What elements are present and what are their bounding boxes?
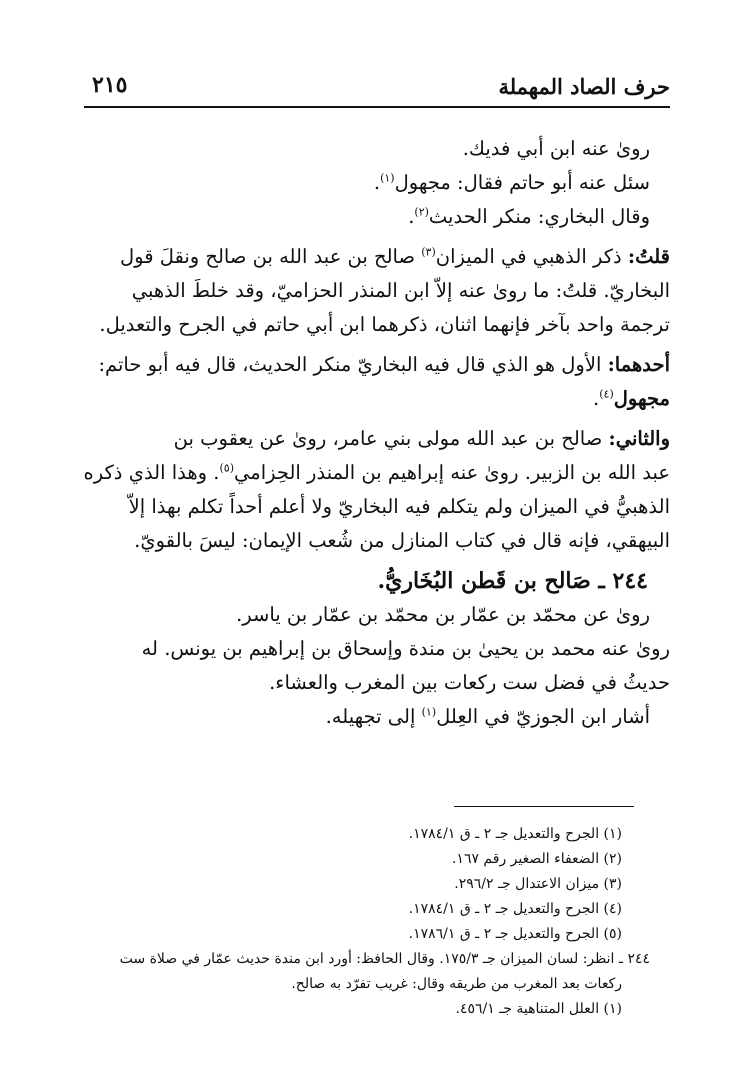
running-title: حرف الصاد المهملة [498,74,670,99]
text-run: الأول هو الذي قال فيه البخاريّ منكر الحديث، قال فيه أبو حاتم: [98,353,608,376]
text-line [84,132,670,166]
text-line [84,274,670,308]
entry-note: ٢٤٤ ـ انظر: لسان الميزان جـ ١٧٥/٣. وقال الحافظ: أورد ابن مندة حديث عمّار في صلاة ست [119,951,650,967]
text-run: حديثُ في فضل ست ركعات بين المغرب والعشاء. [269,671,670,694]
footnote-ref: (٢) [414,205,429,219]
footnote-ref: (٤) [599,387,614,401]
text-run: رویٰ عنه ابن أبي فديك. [462,137,650,160]
main-text [84,132,670,734]
text-run: البخاريّ. قلتُ: ما رویٰ عنه إلاّ ابن المنذر الحزاميّ، وقد خلطَ الذهبي [131,279,670,302]
text-run: . وهذا الذي ذكره [84,461,220,484]
footnotes [70,822,670,1022]
text-run: البيهقي، فإنه قال في كتاب المنازل من شُعب الإيمان: ليسَ بالقويّ. [134,529,670,552]
entry-title: ٢٤٤ ـ صَالح بن قَطن البُخَاريُّ. [377,568,648,594]
lead-word: أحدهما: [607,353,670,376]
text-line [84,632,670,666]
text-line [84,348,670,382]
lead-word: والثاني: [608,427,670,450]
text-line: وقال البخاري: منكر الحديث$^{(٢)}$. [408,205,650,228]
text-run: الذهبيُّ في الميزان ولم يتكلم فيه البخاريّ ولا أعلم أحداً تكلم بهذا إلاّ [128,495,670,518]
text-line [84,490,670,524]
footnote-item: (٥) الجرح والتعديل جـ ٢ ـ ق ١٧٨٦/١. [408,926,622,942]
text-run: رویٰ عنه محمد بن يحيیٰ بن مندة وإسحاق بن إبراهيم بن يونس. له [141,637,670,660]
footnote-ref: (١) [421,705,437,719]
text-run: رویٰ عن محمّد بن عمّار بن محمّد بن عمّار بن ياسر. [236,603,650,626]
text-line [84,240,670,274]
text-line [84,456,670,490]
text-line [84,308,670,342]
footnote-ref: (٣) [421,245,436,259]
footnote-item: (١) الجرح والتعديل جـ ٢ ـ ق ١٧٨٤/١. [408,826,622,842]
page-header [84,72,670,108]
footnote-item: (٣) ميزان الاعتدال جـ ٢٩٦/٢. [454,876,622,892]
text-run: صالح بن عبد الله مولى بني عامر، رویٰ عن يعقوب بن [173,427,609,450]
text-line [84,598,670,632]
page-number: ٢١٥ [92,72,128,98]
lead-word: قلتُ: [627,245,670,268]
text-run: مجهول [613,387,670,410]
text-line [84,666,670,700]
text-line: سئل عنه أبو حاتم فقال: مجهول$^{(١)}$. [373,171,650,194]
footnote-separator [454,806,634,807]
text-line: مجهول$^{(٤)}$. [593,387,670,410]
footnote-item: (٢) الضعفاء الصغير رقم ١٦٧. [451,851,622,867]
text-run: عبد الله بن الزبير. رویٰ عنه إبراهيم بن المنذر الحِزامي [234,461,670,484]
text-run: إلى تجهيله. [325,705,422,728]
footnote-ref: (٥) [219,461,235,475]
text-line [84,700,670,734]
footnote-item: (٤) الجرح والتعديل جـ ٢ ـ ق ١٧٨٤/١. [408,901,622,917]
text-line [84,524,670,558]
footnote-item: (١) العلل المتناهية جـ ٤٥٦/١. [455,1001,622,1017]
text-run: سئل عنه أبو حاتم فقال: مجهول [394,171,650,194]
text-line [84,422,670,456]
text-run: وقال البخاري: منكر الحديث [428,205,650,228]
text-run: صالح بن عبد الله بن صالح ونقلَ قول [119,245,422,268]
text-run: ترجمة واحد بآخر فإنهما اثنان، ذكرهما ابن أبي حاتم في الجرح والتعديل. [99,313,670,336]
text-run: أشار ابن الجوزيّ في العِلل [436,705,650,728]
footnote-ref: (١) [380,171,395,185]
entry-note-continuation: ركعات بعد المغرب من طريقه وقال: غريب تفرّد به صالح. [291,976,622,992]
text-run: ذكر الذهبي في الميزان [435,245,628,268]
